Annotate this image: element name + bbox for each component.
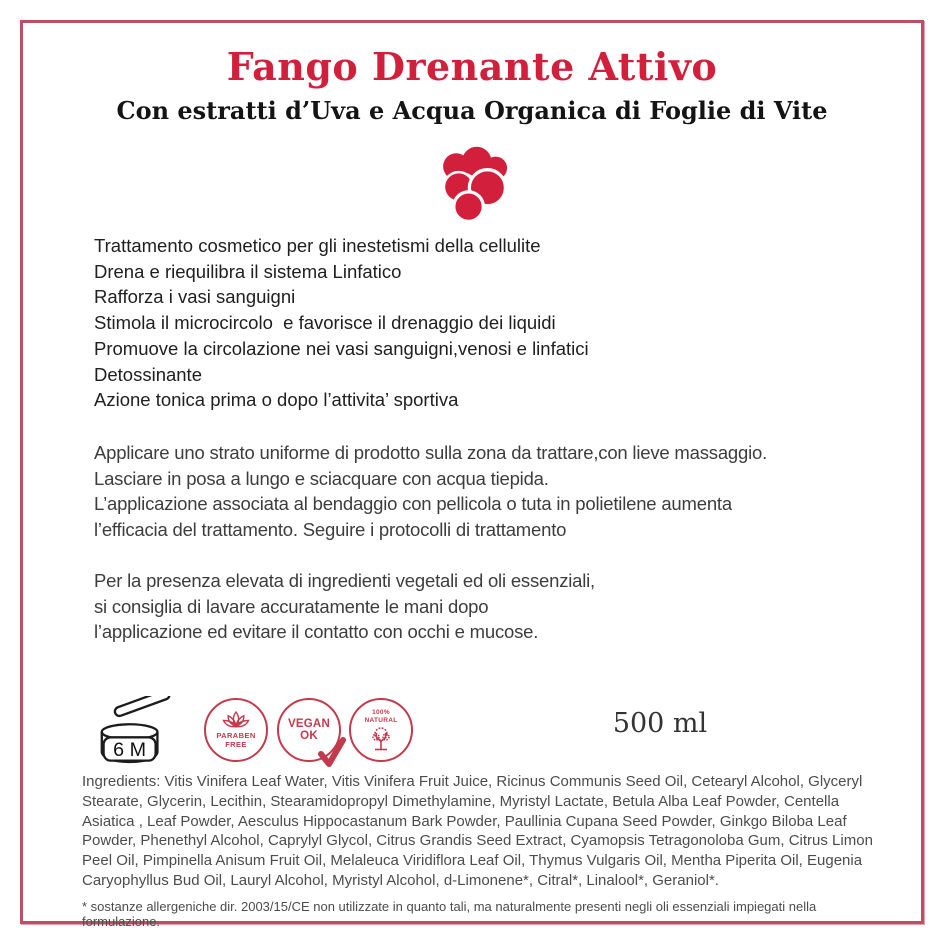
allergen-footnote: * sostanze allergeniche dir. 2003/15/CE non utilizzate in quanto tali, ma naturalmente presenti negli oli essenziali impiegati nella formulazione. bbox=[82, 899, 817, 929]
benefit-line: Drena e riequilibra il sistema Linfatico bbox=[94, 260, 402, 282]
benefit-line: Azione tonica prima o dopo l’attivita’ sportiva bbox=[94, 389, 459, 411]
natural-label-line1: 100% bbox=[372, 708, 390, 716]
usage-line: Lasciare in posa a lungo e sciacquare con acqua tiepida. bbox=[94, 467, 549, 489]
vegan-ok-label-line1: VEGAN bbox=[288, 718, 330, 730]
benefit-line: Promuove la circolazione nei vasi sanguigni,venosi e linfatici bbox=[94, 337, 589, 359]
usage-line: Applicare uno strato uniforme di prodotto sulla zona da trattare,con lieve massaggio. bbox=[94, 442, 768, 463]
benefit-line: Stimola il microcircolo e favorisce il drenaggio dei liquidi bbox=[94, 312, 556, 334]
paraben-free-badge bbox=[204, 698, 268, 762]
vegan-ok-badge bbox=[277, 698, 341, 762]
page-subtitle: Con estratti d’Uva e Acqua Organica di Foglie di Vite bbox=[116, 96, 828, 125]
warning-paragraph bbox=[94, 568, 595, 645]
warning-line: Per la presenza elevata di ingredienti vegetali ed oli essenziali, bbox=[94, 570, 595, 591]
usage-instructions bbox=[94, 440, 767, 542]
open-jar-pao-icon bbox=[88, 696, 182, 766]
warning-line: si consiglia di lavare accuratamente le mani dopo bbox=[94, 595, 489, 617]
ingredients-text: Ingredients: Vitis Vinifera Leaf Water, Vitis Vinifera Fruit Juice, Ricinus Communis Seed Oil, Cetearyl Alcohol, Glyceryl Stearate, Glycerin, Lecithin, Stearamidopropyl Dimethylamine, Myristyl Lactate, Betula Alba Leaf Powder, Centella Asiatica , Leaf Powder, Aesculus Hippocastanum Bark Powder, Paullinia Cupana Seed Powder, Ginkgo Biloba Leaf Powder, Phenethyl Alcohol, Caprylyl Glycol, Citrus Grandis Seed Extract, Cyamopsis Tetragonoloba Gum, Citrus Limon Peel Oil, Pimpinella Anisum Fruit Oil, Melaleuca Viridiflora Leaf Oil, Thymus Vulgaris Oil, Mentha Piperita Oil, Eugenia Caryophyllus Bud Oil, Lauryl Alcohol, Myristyl Alcohol, d-Limonene*, Citral*, Linalool*, Geraniol*. bbox=[82, 773, 873, 889]
paraben-free-label-line2: FREE bbox=[225, 740, 247, 749]
paraben-free-label-line1: PARABEN bbox=[216, 731, 256, 740]
checkmark-icon bbox=[316, 737, 346, 767]
benefit-line: Rafforza i vasi sanguigni bbox=[94, 286, 296, 308]
natural-label-line2: NATURAL bbox=[364, 716, 398, 724]
natural-100-badge bbox=[349, 698, 413, 762]
volume-label: 500 ml bbox=[612, 708, 708, 739]
lotus-icon bbox=[221, 711, 251, 730]
usage-line: l’efficacia del trattamento. Seguire i protocolli di trattamento bbox=[94, 518, 567, 540]
benefits-list bbox=[94, 233, 589, 413]
grape-cluster-icon bbox=[430, 140, 512, 224]
vegan-ok-label-line2: OK bbox=[300, 730, 318, 742]
benefit-line: Trattamento cosmetico per gli inestetismi della cellulite bbox=[94, 235, 541, 256]
certification-icon-row bbox=[0, 690, 944, 770]
tree-icon bbox=[368, 726, 394, 752]
pao-duration-label: 6 M bbox=[113, 739, 147, 762]
usage-line: L’applicazione associata al bendaggio con pellicola o tuta in polietilene aumenta bbox=[94, 493, 732, 515]
warning-line: l’applicazione ed evitare il contatto con occhi e mucose. bbox=[94, 621, 539, 643]
benefit-line: Detossinante bbox=[94, 363, 202, 385]
page-title: Fango Drenante Attivo bbox=[226, 44, 718, 89]
